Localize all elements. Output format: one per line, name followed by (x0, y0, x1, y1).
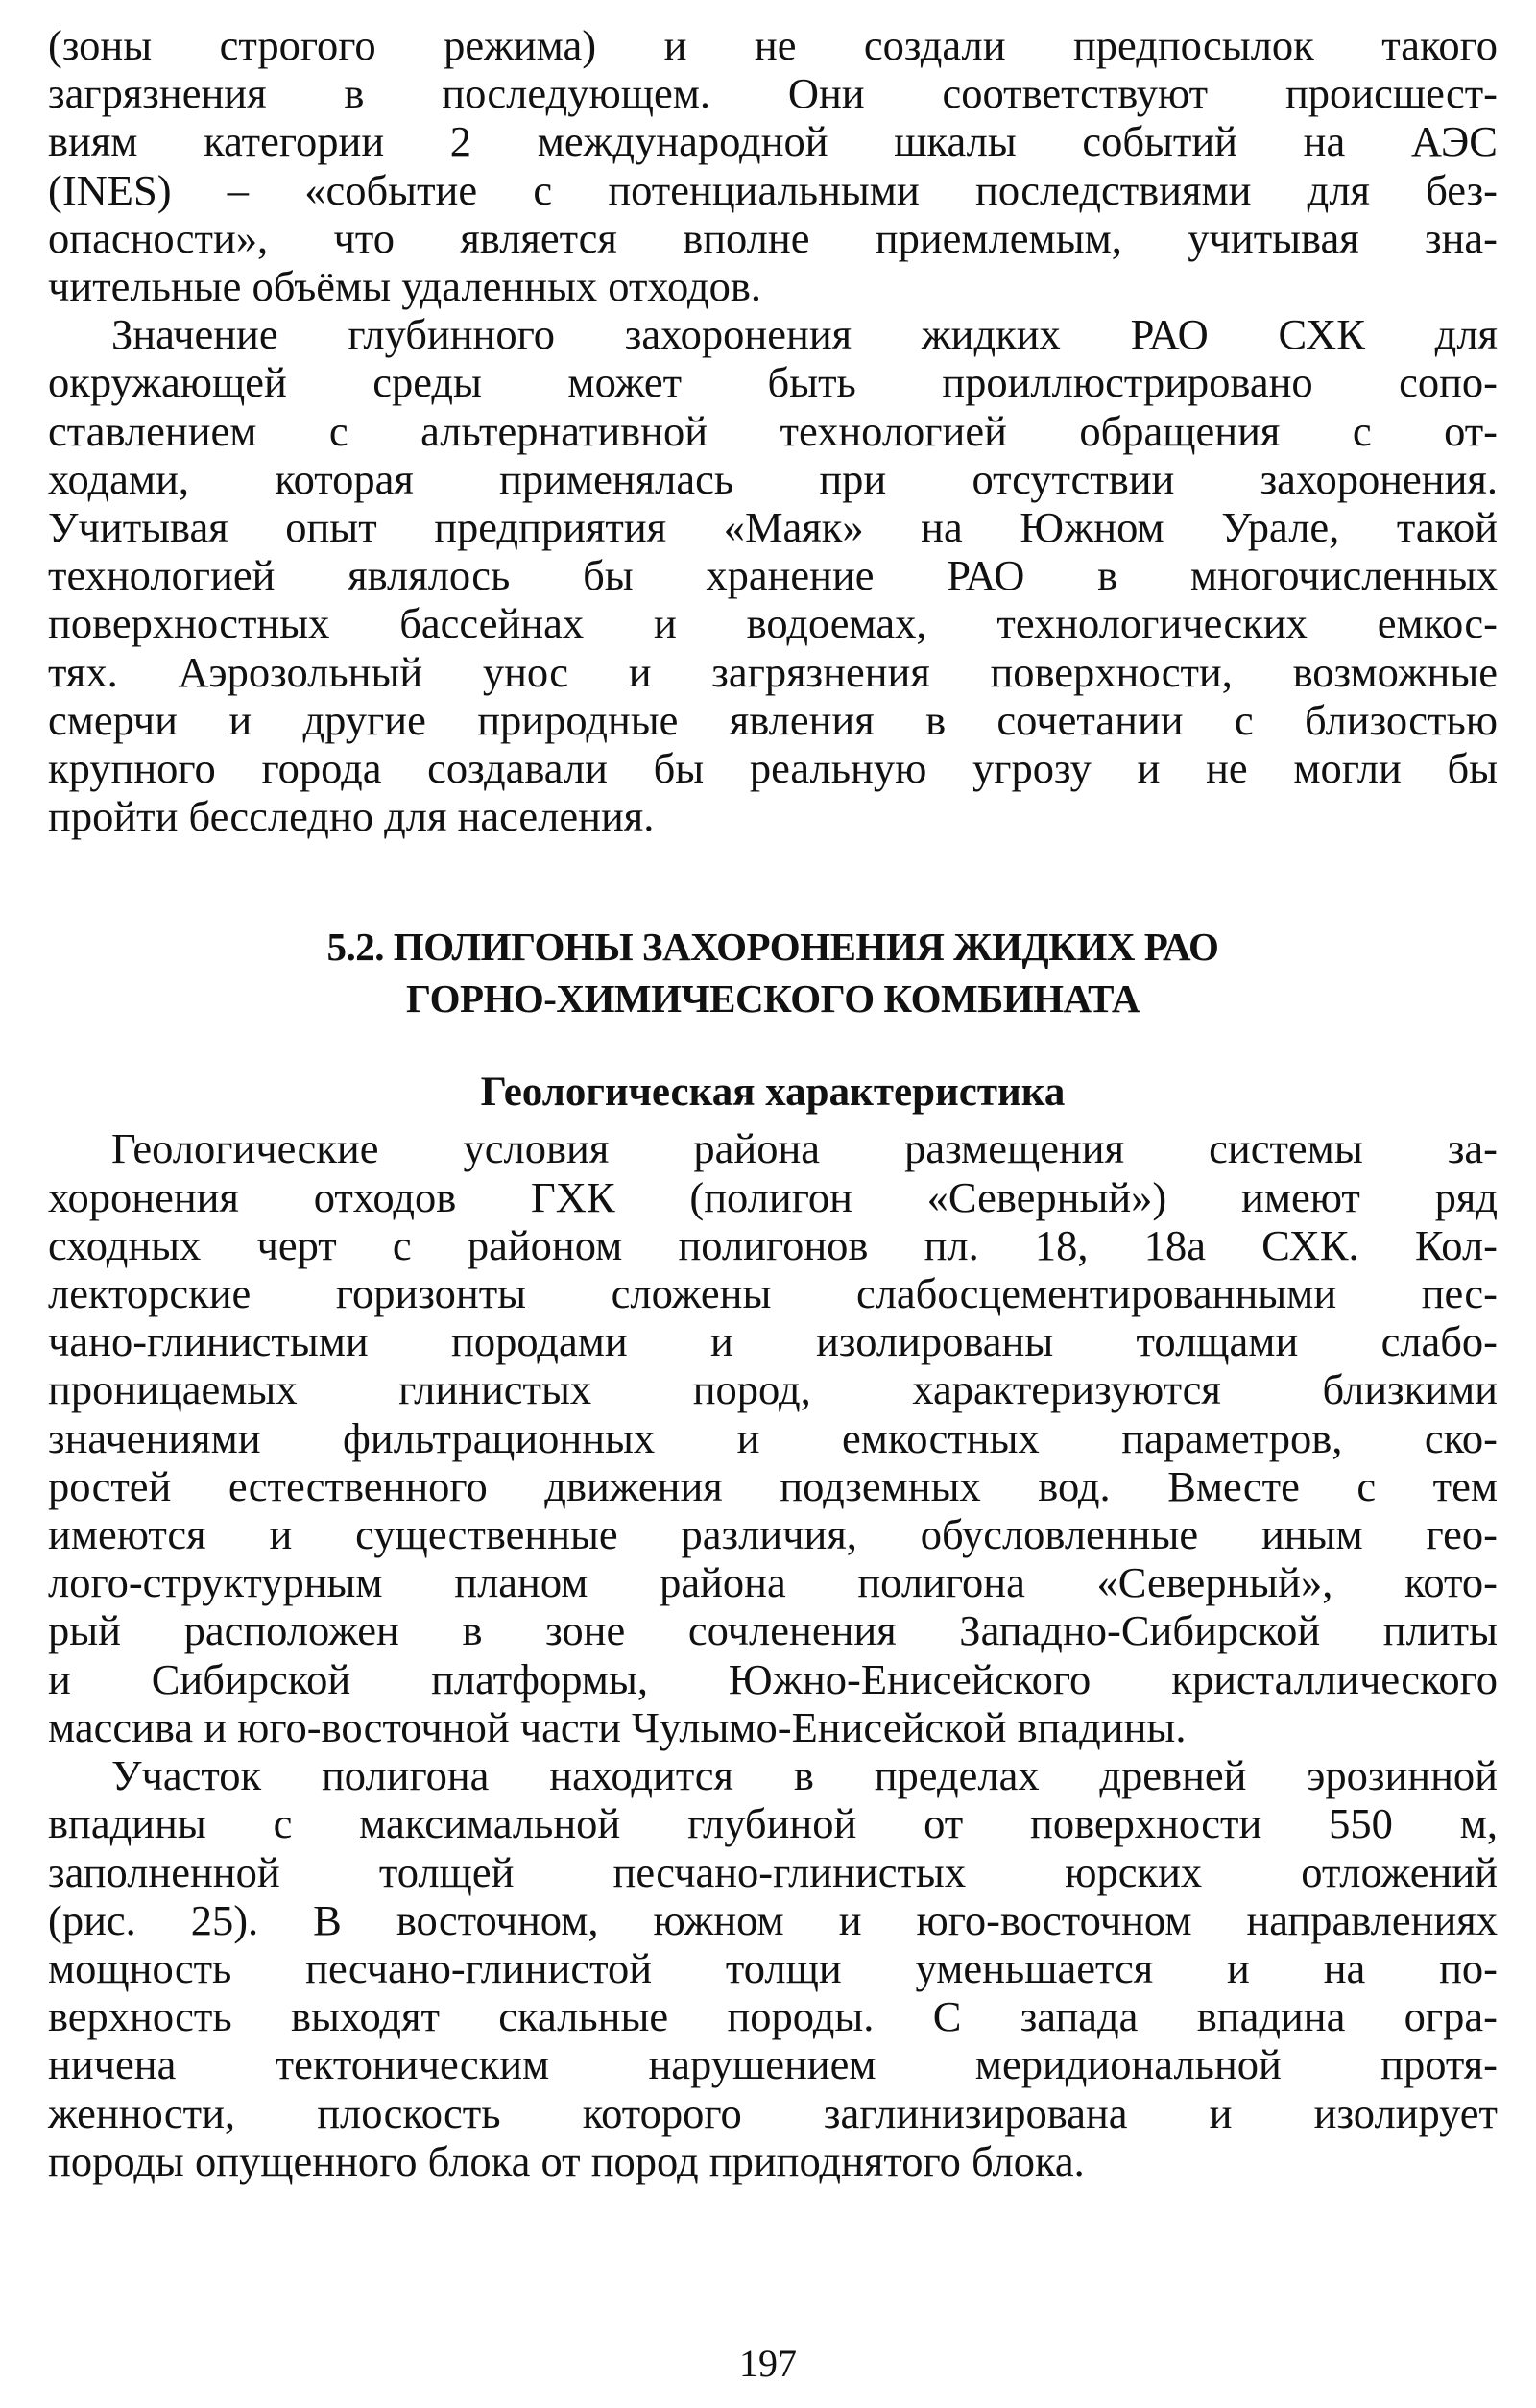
text-line: крупного города создавали бы реальную угрозу и не могли бы (48, 744, 1498, 793)
text-line: загрязнения в последующем. Они соответствуют происшест- (48, 69, 1498, 118)
text-line: пройти бесследно для населения. (48, 792, 655, 841)
text-line: Учитывая опыт предприятия «Маяк» на Южном Урале, такой (48, 503, 1498, 552)
section-title-line-1: 5.2. ПОЛИГОНЫ ЗАХОРОНЕНИЯ ЖИДКИХ РАО (326, 925, 1219, 970)
paragraph-4 (48, 1751, 1498, 2185)
text-line: ничена тектоническим нарушением меридиональной протя- (48, 2040, 1498, 2089)
paragraph-1 (48, 21, 1498, 310)
section-title-line-2: ГОРНО-ХИМИЧЕСКОГО КОМБИНАТА (406, 976, 1140, 1022)
text-line: ставлением с альтернативной технологией обращения с от- (48, 406, 1498, 455)
text-line: (рис. 25). В восточном, южном и юго-восточном направлениях (48, 1895, 1498, 1944)
text-line: ходами, которая применялась при отсутствии захоронения. (48, 454, 1498, 503)
text-line: значениями фильтрационных и емкостных параметров, ско- (48, 1413, 1498, 1462)
text-line: поверхностных бассейнах и водоемах, технологических емкос- (48, 599, 1498, 648)
text-line: рый расположен в зоне сочленения Западно-Сибирской плиты (48, 1606, 1498, 1655)
text-line: хоронения отходов ГХК (полигон «Северный») имеют ряд (48, 1172, 1498, 1221)
text-line: виям категории 2 международной шкалы событий на АЭС (48, 117, 1498, 166)
text-line: женности, плоскость которого заглинизирована и изолирует (48, 2088, 1498, 2137)
text-line: Участок полигона находится в пределах древней эрозинной (111, 1751, 1498, 1800)
text-line: чительные объёмы удаленных отходов. (48, 262, 761, 311)
section-title (48, 921, 1498, 1024)
text-line: лого-структурным планом района полигона «Северный», кото- (48, 1558, 1498, 1607)
text-line: мощность песчано-глинистой толщи уменьшается и на по- (48, 1943, 1498, 1992)
text-line: Геологические условия района размещения системы за- (111, 1124, 1498, 1173)
paragraph-3 (48, 1124, 1498, 1751)
subsection-title: Геологическая характеристика (480, 1070, 1066, 1116)
text-line: (зоны строгого режима) и не создали предпосылок такого (48, 21, 1498, 69)
text-line: и Сибирской платформы, Южно-Енисейского кристаллического (48, 1654, 1498, 1703)
text-line: ростей естественного движения подземных вод. Вместе с тем (48, 1461, 1498, 1510)
text-line: сходных черт с районом полигонов пл. 18, 18а СХК. Кол- (48, 1220, 1498, 1269)
page-number: 197 (739, 2342, 797, 2385)
text-line: лекторские горизонты сложены слабосцементированными пес- (48, 1269, 1498, 1318)
text-line: имеются и существенные различия, обусловленные иным гео- (48, 1510, 1498, 1559)
text-line: массива и юго-восточной части Чулымо-Енисейской впадины. (48, 1702, 1187, 1751)
text-line: окружающей среды может быть проиллюстрировано сопо- (48, 358, 1498, 407)
text-line: верхность выходят скальные породы. С запада впадина огра- (48, 1992, 1498, 2041)
paragraph-2 (48, 310, 1498, 840)
text-line: впадины с максимальной глубиной от поверхности 550 м, (48, 1799, 1498, 1848)
text-line: проницаемых глинистых пород, характеризуются близкими (48, 1365, 1498, 1414)
text-line: заполненной толщей песчано-глинистых юрских отложений (48, 1847, 1498, 1896)
text-line: опасности», что является вполне приемлемым, учитывая зна- (48, 213, 1498, 262)
text-line: (INES) – «событие с потенциальными последствиями для без- (48, 165, 1498, 214)
document-page (48, 21, 1498, 2185)
text-line: породы опущенного блока от пород приподнятого блока. (48, 2136, 1085, 2185)
text-line: Значение глубинного захоронения жидких РАО СХК для (111, 310, 1498, 359)
text-line: технологией являлось бы хранение РАО в многочисленных (48, 551, 1498, 600)
text-line: тях. Аэрозольный унос и загрязнения поверхности, возможные (48, 647, 1498, 696)
text-line: смерчи и другие природные явления в сочетании с близостью (48, 695, 1498, 744)
text-line: чано-глинистыми породами и изолированы толщами слабо- (48, 1317, 1498, 1366)
